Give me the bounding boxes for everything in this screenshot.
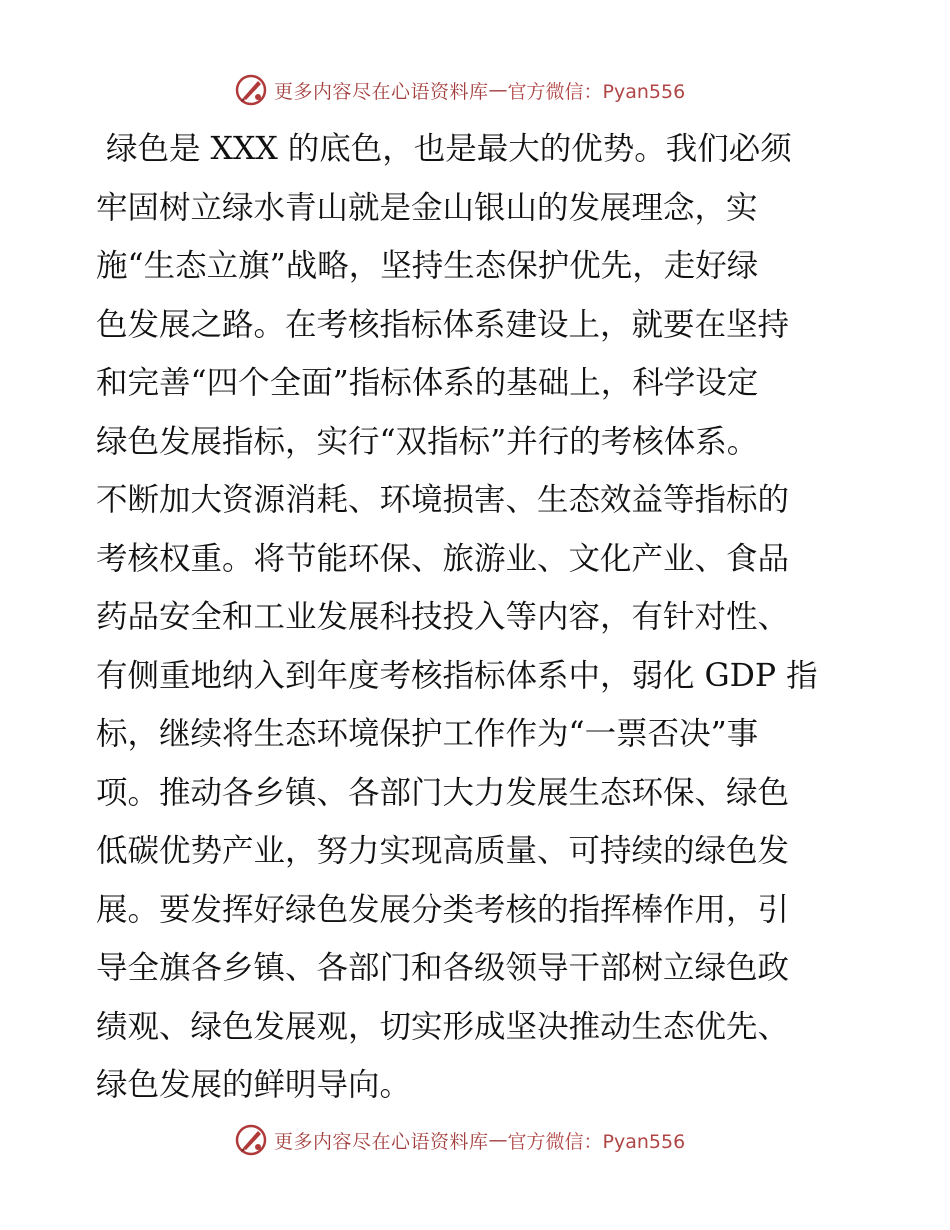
footer-watermark [234, 1123, 685, 1157]
body-paragraph [96, 120, 856, 1115]
paragraph-line: 绿色发展指标，实行“双指标”并行的考核体系。 [96, 423, 759, 460]
paragraph-line: 低碳优势产业，努力实现高质量、可持续的绿色发 [96, 833, 790, 869]
paragraph-line: 绿色是 XXX 的底色，也是最大的优势。我们必须 [106, 131, 792, 167]
paragraph-line: 项。推动各乡镇、各部门大力发展生态环保、绿色 [96, 774, 790, 811]
paragraph-line: 药品安全和工业发展科技投入等内容，有针对性、 [96, 599, 790, 635]
watermark-wechat: 官方微信：Pyan556 [507, 1130, 686, 1153]
paragraph-line: 不断加大资源消耗、环境损害、生态效益等指标的 [96, 482, 790, 518]
quill-pen-logo-icon [234, 1123, 268, 1157]
paragraph-line: 施“生态立旗”战略，坚持生态保护优先，走好绿 [96, 248, 759, 284]
watermark-text: 更多内容尽在心语资料库 [274, 1130, 489, 1153]
watermark-wechat: 官方微信：Pyan556 [507, 80, 686, 103]
watermark-separator: — [488, 79, 508, 101]
paragraph-line: 导全旗各乡镇、各部门和各级领导干部树立绿色政 [96, 950, 790, 986]
paragraph-line: 色发展之路。在考核指标体系建设上，就要在坚持 [96, 306, 790, 343]
watermark-separator: — [488, 1129, 508, 1151]
paragraph-line: 考核权重。将节能环保、旅游业、文化产业、食品 [96, 540, 790, 577]
watermark-text: 更多内容尽在心语资料库 [274, 80, 489, 103]
paragraph-line: 牢固树立绿水青山就是金山银山的发展理念，实 [96, 189, 758, 226]
paragraph-line: 和完善“四个全面”指标体系的基础上，科学设定 [96, 365, 759, 401]
header-watermark [234, 73, 685, 107]
paragraph-line: 标，继续将生态环境保护工作作为“一票否决”事 [96, 716, 759, 752]
quill-pen-logo-icon [234, 73, 268, 107]
paragraph-line: 绿色发展的鲜明导向。 [96, 1067, 412, 1103]
paragraph-line: 有侧重地纳入到年度考核指标体系中，弱化 GDP 指 [96, 657, 818, 694]
paragraph-line: 展。要发挥好绿色发展分类考核的指挥棒作用，引 [96, 891, 790, 928]
paragraph-line: 绩观、绿色发展观，切实形成坚决推动生态优先、 [96, 1008, 790, 1045]
